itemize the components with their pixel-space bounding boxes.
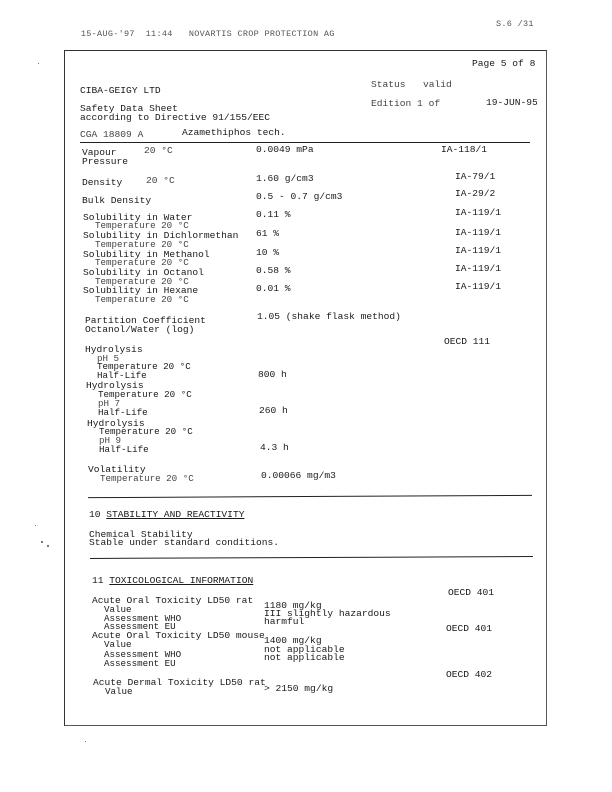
scan-speck bbox=[85, 741, 86, 742]
status-label: Status bbox=[371, 79, 406, 90]
property-label: Solubility in Water bbox=[83, 212, 193, 223]
property-sub: Temperature 20 °C bbox=[95, 257, 189, 268]
half-life-value: 4.3 h bbox=[260, 442, 289, 453]
property-condition: 20 °C bbox=[144, 145, 173, 156]
fax-time: 11:44 bbox=[145, 29, 173, 39]
section-10-heading bbox=[89, 510, 244, 520]
property-ref: IA-118/1 bbox=[441, 144, 488, 155]
status-value: valid bbox=[423, 79, 452, 90]
property-value: 0.58 % bbox=[256, 265, 291, 276]
property-value: 0.11 % bbox=[256, 209, 291, 220]
volatility-label: Volatility bbox=[88, 464, 146, 475]
scan-speck bbox=[47, 545, 49, 547]
chemical-stability-label: Chemical Stability bbox=[89, 529, 193, 540]
toxicity-row-label: Value bbox=[104, 604, 132, 615]
property-value: 0.0049 mPa bbox=[256, 144, 314, 155]
half-life-value: 800 h bbox=[258, 369, 287, 380]
company-name: CIBA-GEIGY LTD bbox=[80, 85, 161, 96]
toxicity-ref: OECD 402 bbox=[446, 669, 493, 680]
hydrolysis-title: Hydrolysis bbox=[86, 380, 144, 391]
toxicity-row-label: Assessment WHO bbox=[104, 649, 182, 660]
scan-speck bbox=[35, 525, 36, 526]
toxicity-title: Acute Oral Toxicity LD50 rat bbox=[92, 595, 254, 606]
hydrolysis-ph: pH 9 bbox=[99, 435, 122, 446]
property-label: Pressure bbox=[82, 156, 129, 167]
property-label: Vapour bbox=[82, 147, 117, 158]
toxicity-row-label: Assessment EU bbox=[104, 621, 176, 632]
property-value: 10 % bbox=[256, 247, 280, 258]
property-ref: IA-119/1 bbox=[455, 245, 502, 256]
hydrolysis-ph: pH 7 bbox=[98, 398, 121, 409]
edition-label: Edition 1 of bbox=[371, 98, 441, 109]
toxicity-row-label: Value bbox=[105, 686, 133, 697]
section-title: STABILITY AND REACTIVITY bbox=[106, 509, 245, 520]
property-label: Density bbox=[82, 177, 123, 188]
fax-page-ref: S.6 /31 bbox=[496, 19, 534, 29]
partition-label: Partition Coefficient bbox=[85, 315, 206, 326]
toxicity-row-label: Value bbox=[104, 639, 132, 650]
property-value: 1.60 g/cm3 bbox=[256, 173, 314, 184]
property-value: 61 % bbox=[256, 228, 280, 239]
property-label: Bulk Density bbox=[82, 195, 152, 206]
property-sub: Temperature 20 °C bbox=[95, 220, 189, 231]
volatility-sub: Temperature 20 °C bbox=[100, 473, 194, 484]
hydrolysis-temperature: Temperature 20 °C bbox=[99, 426, 193, 437]
toxicity-row-value: > 2150 mg/kg bbox=[264, 683, 334, 694]
product-code: CGA 18809 A bbox=[80, 129, 144, 140]
property-label: Solubility in Hexane bbox=[83, 285, 199, 296]
toxicity-row-value: harmful bbox=[264, 616, 305, 627]
doc-title-line2: according to Directive 91/155/EEC bbox=[80, 112, 270, 123]
hydrolysis-ph: pH 5 bbox=[97, 353, 120, 364]
hydrolysis-title: Hydrolysis bbox=[87, 418, 145, 429]
toxicity-row-value: not applicable bbox=[264, 652, 345, 663]
half-life-value: 260 h bbox=[259, 405, 288, 416]
toxicity-row-label: Assessment WHO bbox=[104, 613, 182, 624]
partition-value: 1.05 (shake flask method) bbox=[257, 311, 401, 322]
property-condition: 20 °C bbox=[146, 175, 175, 186]
hydrolysis-title: Hydrolysis bbox=[85, 344, 143, 355]
toxicity-row-value: not applicable bbox=[264, 644, 345, 655]
fax-header bbox=[70, 19, 335, 39]
divider bbox=[80, 142, 530, 143]
page-number: Page 5 of 8 bbox=[472, 58, 536, 69]
section-title: TOXICOLOGICAL INFORMATION bbox=[109, 575, 254, 586]
section-11-heading bbox=[92, 576, 253, 586]
property-value: 0.01 % bbox=[256, 283, 291, 294]
hydrolysis-temperature: Temperature 20 °C bbox=[97, 361, 191, 372]
property-sub: Temperature 20 °C bbox=[95, 239, 189, 250]
property-label: Solubility in Octanol bbox=[83, 267, 204, 278]
toxicity-row-value: III slightly hazardous bbox=[264, 608, 391, 619]
scan-speck bbox=[38, 63, 39, 64]
scan-speck bbox=[41, 541, 43, 543]
property-ref: IA-29/2 bbox=[455, 188, 496, 199]
section-number: 11 bbox=[92, 575, 104, 586]
hydrolysis-ref: OECD 111 bbox=[444, 336, 491, 347]
volatility-value: 0.00066 mg/m3 bbox=[261, 470, 336, 481]
section-number: 10 bbox=[89, 509, 101, 520]
property-label: Solubility in Dichlormethan bbox=[83, 230, 239, 241]
toxicity-row-value: 1180 mg/kg bbox=[264, 600, 322, 611]
toxicity-title: Acute Dermal Toxicity LD50 rat bbox=[93, 677, 266, 688]
property-ref: IA-119/1 bbox=[455, 207, 502, 218]
fax-date: 15-AUG-'97 bbox=[80, 29, 135, 39]
property-ref: IA-119/1 bbox=[455, 263, 502, 274]
fax-sender: NOVARTIS CROP PROTECTION AG bbox=[188, 29, 335, 39]
doc-title-line1: Safety Data Sheet bbox=[80, 103, 178, 114]
toxicity-row-value: 1400 mg/kg bbox=[264, 635, 322, 646]
property-ref: IA-119/1 bbox=[455, 281, 502, 292]
chemical-stability-text: Stable under standard conditions. bbox=[89, 537, 279, 548]
property-ref: IA-119/1 bbox=[455, 227, 502, 238]
toxicity-ref: OECD 401 bbox=[448, 587, 495, 598]
property-value: 0.5 - 0.7 g/cm3 bbox=[256, 191, 343, 202]
product-name: Azamethiphos tech. bbox=[182, 127, 286, 138]
toxicity-row-label: Assessment EU bbox=[104, 658, 176, 669]
property-label: Solubility in Methanol bbox=[83, 249, 210, 260]
toxicity-ref: OECD 401 bbox=[446, 623, 493, 634]
half-life-label: Half-Life bbox=[99, 444, 149, 455]
hydrolysis-temperature: Temperature 20 °C bbox=[98, 389, 192, 400]
property-sub: Temperature 20 °C bbox=[95, 294, 189, 305]
toxicity-title: Acute Oral Toxicity LD50 mouse bbox=[92, 630, 265, 641]
partition-label: Octanol/Water (log) bbox=[85, 324, 195, 335]
property-sub: Temperature 20 °C bbox=[95, 276, 189, 287]
half-life-label: Half-Life bbox=[98, 407, 148, 418]
half-life-label: Half-Life bbox=[97, 370, 147, 381]
property-ref: IA-79/1 bbox=[455, 171, 496, 182]
edition-date: 19-JUN-95 bbox=[486, 97, 538, 108]
